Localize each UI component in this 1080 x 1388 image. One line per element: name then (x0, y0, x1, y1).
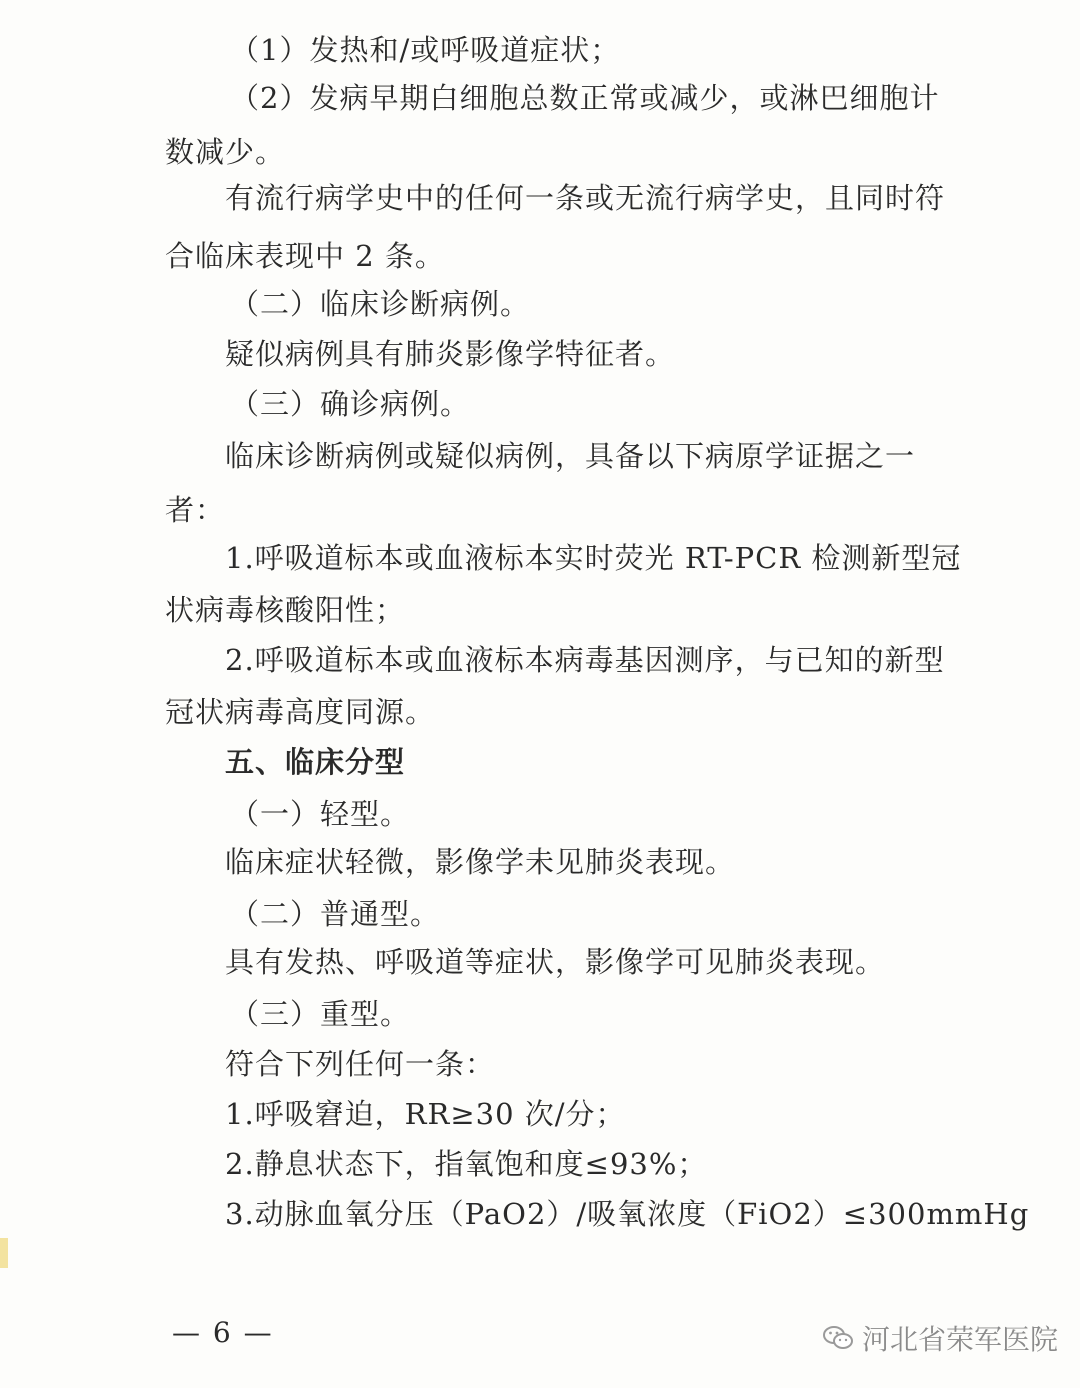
text-line: 者： (165, 493, 226, 527)
list-item: 2.静息状态下，指氧饱和度≤93%； (225, 1147, 708, 1181)
text-line: 临床诊断病例或疑似病例，具备以下病原学证据之一 (225, 439, 916, 473)
list-item: 1.呼吸窘迫，RR≥30 次/分； (225, 1097, 626, 1131)
text-line: （1）发热和/或呼吸道症状； (230, 33, 621, 67)
list-item: 3.动脉血氧分压（PaO2）/吸氧浓度（FiO2）≤300mmHg (225, 1197, 1030, 1231)
text-line: 符合下列任何一条： (225, 1047, 496, 1081)
text-line: 1.呼吸道标本或血液标本实时荧光 RT-PCR 检测新型冠 (225, 541, 962, 575)
page-number: — 6 — (172, 1316, 274, 1349)
text-line: 具有发热、呼吸道等症状，影像学可见肺炎表现。 (225, 945, 886, 979)
text-line: 合临床表现中 2 条。 (165, 239, 445, 273)
text-line: 有流行病学史中的任何一条或无流行病学史，且同时符 (225, 181, 946, 215)
watermark (822, 1318, 1058, 1358)
watermark-text: 河北省荣军医院 (862, 1323, 1059, 1356)
wechat-icon (822, 1324, 854, 1352)
scan-edge-mark (0, 1238, 8, 1268)
text-line: 疑似病例具有肺炎影像学特征者。 (225, 337, 676, 371)
text-line: 状病毒核酸阳性； (165, 593, 406, 627)
text-line: 冠状病毒高度同源。 (165, 695, 436, 729)
text-line: （2）发病早期白细胞总数正常或减少，或淋巴细胞计 (230, 81, 940, 115)
section-heading: （一）轻型。 (230, 797, 411, 831)
chapter-heading: 五、临床分型 (225, 745, 406, 779)
text-line: 临床症状轻微，影像学未见肺炎表现。 (225, 845, 736, 879)
text-line: 数减少。 (165, 135, 286, 169)
section-heading: （三）重型。 (230, 997, 411, 1031)
text-line: 2.呼吸道标本或血液标本病毒基因测序，与已知的新型 (225, 643, 945, 677)
section-heading: （二）临床诊断病例。 (230, 287, 531, 321)
section-heading: （三）确诊病例。 (230, 387, 471, 421)
section-heading: （二）普通型。 (230, 897, 441, 931)
